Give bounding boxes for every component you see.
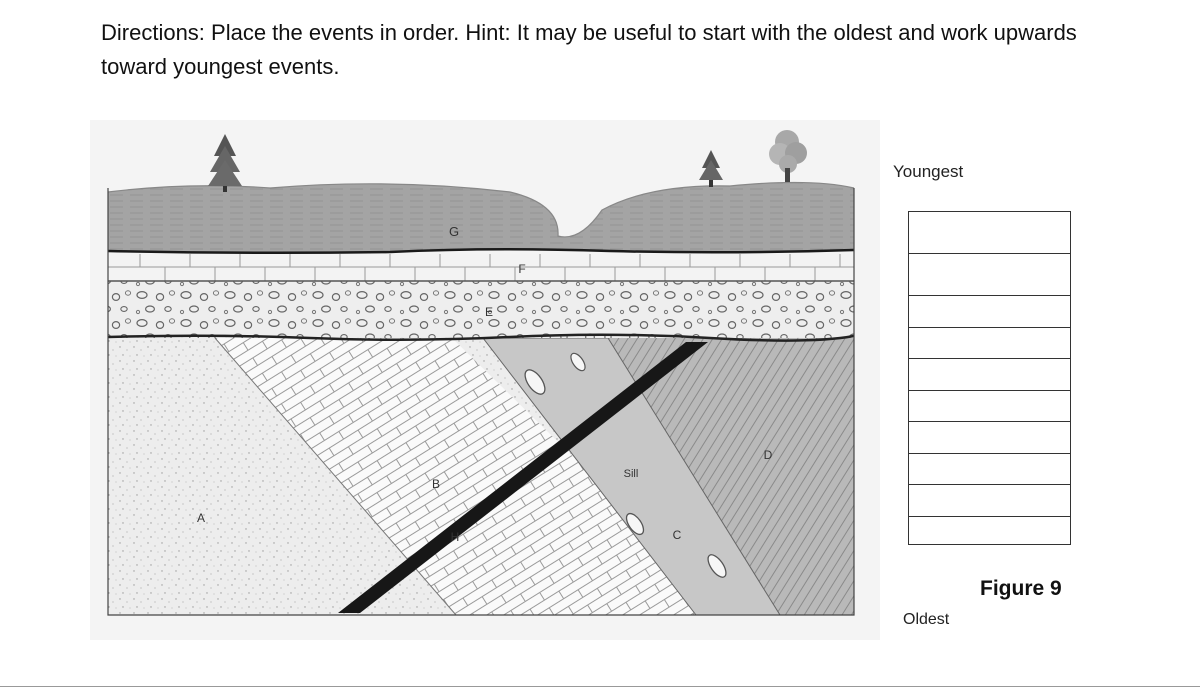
answer-slot[interactable] [909, 485, 1070, 517]
label-b: B [431, 477, 441, 491]
sequence-answer-table [908, 211, 1071, 545]
label-e: E [484, 305, 494, 319]
label-h: H [450, 530, 460, 544]
answer-slot[interactable] [909, 517, 1070, 547]
answer-slot[interactable] [909, 296, 1070, 328]
answer-slot[interactable] [909, 254, 1070, 296]
label-d: D [763, 448, 773, 462]
answer-slot[interactable] [909, 422, 1070, 454]
youngest-label: Youngest [893, 162, 964, 181]
page-divider [0, 686, 1200, 687]
cross-section-diagram [90, 120, 880, 640]
label-c: C [672, 528, 682, 542]
answer-slot[interactable] [909, 359, 1070, 391]
oldest-label: Oldest [903, 611, 950, 628]
answer-slot[interactable] [909, 391, 1070, 422]
answer-slot[interactable] [909, 454, 1070, 485]
answer-slot[interactable] [909, 328, 1070, 359]
directions-text: Directions: Place the events in order. Hint: It may be useful to start with the oldest and work upwards toward youngest events. [101, 20, 1077, 79]
label-sill: Sill [623, 468, 639, 480]
label-a: A [196, 511, 206, 525]
label-g: G [448, 224, 460, 239]
answer-slot[interactable] [909, 212, 1070, 254]
label-f: F [518, 262, 526, 276]
figure-caption: Figure 9 [980, 577, 1062, 600]
